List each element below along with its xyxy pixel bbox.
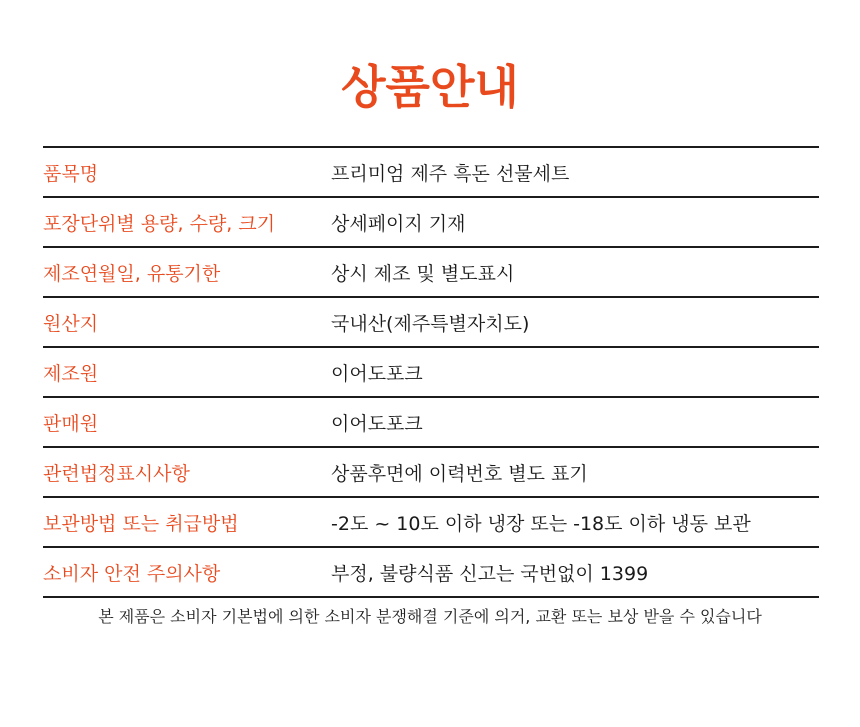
- row-value: -2도 ~ 10도 이하 냉장 또는 -18도 이하 냉동 보관: [331, 512, 751, 535]
- row-value: 부정, 불량식품 신고는 국번없이 1399: [331, 562, 649, 585]
- row-value: 프리미엄 제주 흑돈 선물세트: [331, 162, 570, 185]
- page-title: 상품안내: [341, 60, 519, 114]
- row-label: 품목명: [43, 162, 99, 185]
- row-value: 이어도포크: [331, 362, 423, 385]
- row-label: 보관방법 또는 취급방법: [43, 512, 239, 535]
- table-row: [43, 298, 819, 348]
- table-row: [43, 348, 819, 398]
- table-row: [43, 398, 819, 448]
- table-row: [43, 198, 819, 248]
- table-row: [43, 548, 819, 598]
- row-value: 국내산(제주특별자치도): [331, 312, 530, 335]
- row-label: 소비자 안전 주의사항: [43, 562, 221, 585]
- row-label: 원산지: [43, 312, 99, 335]
- row-value: 상시 제조 및 별도표시: [331, 262, 515, 285]
- row-value: 상품후면에 이력번호 별도 표기: [331, 462, 588, 485]
- row-value: 상세페이지 기재: [331, 212, 466, 235]
- row-label: 제조연월일, 유통기한: [43, 262, 221, 285]
- consumer-notice: 본 제품은 소비자 기본법에 의한 소비자 분쟁해결 기준에 의거, 교환 또는 보상 받을 수 있습니다: [98, 607, 762, 626]
- row-value: 이어도포크: [331, 412, 423, 435]
- row-label: 판매원: [43, 412, 99, 435]
- row-label: 관련법정표시사항: [43, 462, 190, 485]
- row-label: 포장단위별 용량, 수량, 크기: [43, 212, 276, 235]
- table-row: [43, 148, 819, 198]
- table-row: [43, 498, 819, 548]
- table-row: [43, 248, 819, 298]
- product-info-table: [43, 146, 819, 598]
- table-row: [43, 448, 819, 498]
- row-label: 제조원: [43, 362, 99, 385]
